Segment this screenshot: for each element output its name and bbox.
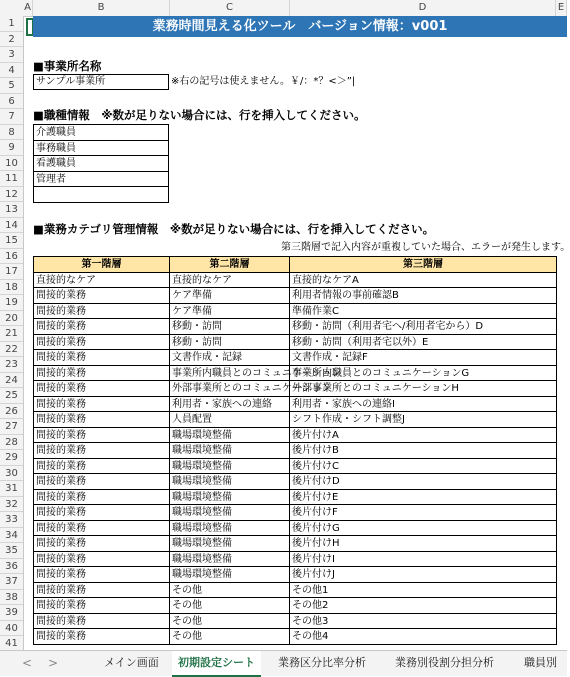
category-cell[interactable]: 移動・訪問 bbox=[169, 334, 290, 351]
category-cell[interactable]: その他 bbox=[169, 597, 290, 614]
category-cell[interactable]: その他3 bbox=[289, 613, 557, 630]
tab-next-button[interactable]: > bbox=[48, 656, 59, 670]
jobs-heading: ■職種情報 ※数が足りない場合には、行を挿入してください。 bbox=[33, 108, 366, 122]
category-cell[interactable]: 準備作業C bbox=[289, 303, 557, 320]
category-cell[interactable]: 間接的業務 bbox=[33, 582, 170, 599]
row-header[interactable]: 8 bbox=[0, 125, 23, 141]
categories-heading: ■業務カテゴリ管理情報 ※数が足りない場合には、行を挿入してください。 bbox=[33, 222, 435, 236]
row-header[interactable]: 38 bbox=[0, 590, 23, 606]
category-cell[interactable]: 外部事業所とのコミュニケーションH bbox=[289, 380, 557, 397]
job-item-cell[interactable] bbox=[33, 186, 169, 203]
category-cell[interactable]: 間接的業務 bbox=[33, 411, 170, 428]
category-cell[interactable]: 間接的業務 bbox=[33, 597, 170, 614]
category-cell[interactable]: 間接的業務 bbox=[33, 396, 170, 413]
column-header-d[interactable]: D bbox=[290, 0, 556, 16]
category-cell[interactable]: 後片付けD bbox=[289, 473, 557, 490]
category-cell[interactable]: 直接的なケア bbox=[33, 272, 170, 289]
category-cell[interactable]: 職場環境整備 bbox=[169, 473, 290, 490]
category-cell[interactable]: 間接的業務 bbox=[33, 504, 170, 521]
category-cell[interactable]: 事業所内職員とのコミュニケーション bbox=[169, 365, 290, 382]
office-heading: ■事業所名称 bbox=[33, 59, 102, 73]
category-cell[interactable]: 利用者・家族への連絡I bbox=[289, 396, 557, 413]
row-header[interactable]: 14 bbox=[0, 218, 23, 234]
category-cell[interactable]: 直接的なケアA bbox=[289, 272, 557, 289]
category-cell[interactable]: 間接的業務 bbox=[33, 628, 170, 645]
row-header[interactable]: 21 bbox=[0, 326, 23, 342]
row-header[interactable]: 32 bbox=[0, 497, 23, 513]
row-header[interactable]: 25 bbox=[0, 388, 23, 404]
job-item-cell[interactable]: 管理者 bbox=[33, 171, 169, 188]
sheet-tab[interactable]: 業務別役割分担分析 bbox=[395, 656, 494, 669]
category-cell[interactable]: 後片付けI bbox=[289, 551, 557, 568]
category-cell[interactable]: 間接的業務 bbox=[33, 566, 170, 583]
sheet-tab[interactable]: 初期設定シート bbox=[172, 651, 261, 677]
column-header-bar bbox=[0, 0, 567, 17]
row-header[interactable]: 28 bbox=[0, 435, 23, 451]
category-cell[interactable]: 後片付けC bbox=[289, 458, 557, 475]
worksheet-grid[interactable] bbox=[23, 16, 570, 650]
category-header-cell: 第一階層 bbox=[33, 256, 170, 273]
category-cell[interactable]: 間接的業務 bbox=[33, 551, 170, 568]
category-cell[interactable]: ケア準備 bbox=[169, 303, 290, 320]
row-header[interactable]: 17 bbox=[0, 264, 23, 280]
category-cell[interactable]: 間接的業務 bbox=[33, 473, 170, 490]
category-cell[interactable]: 移動・訪問（利用者宅以外）E bbox=[289, 334, 557, 351]
row-header[interactable]: 5 bbox=[0, 78, 23, 94]
category-cell[interactable]: 間接的業務 bbox=[33, 520, 170, 537]
column-header-b[interactable]: B bbox=[33, 0, 170, 16]
category-cell[interactable]: 移動・訪問（利用者宅へ/利用者宅から）D bbox=[289, 318, 557, 335]
row-header[interactable]: 31 bbox=[0, 481, 23, 497]
categories-note: 第三階層で記入内容が重複していた場合、エラーが発生します。 bbox=[281, 242, 570, 253]
row-header[interactable]: 11 bbox=[0, 171, 23, 187]
row-header[interactable]: 16 bbox=[0, 249, 23, 265]
category-cell[interactable]: 職場環境整備 bbox=[169, 427, 290, 444]
category-cell[interactable]: 職場環境整備 bbox=[169, 535, 290, 552]
column-header-a[interactable]: A bbox=[23, 0, 33, 16]
category-header-cell: 第二階層 bbox=[169, 256, 290, 273]
row-header[interactable]: 36 bbox=[0, 559, 23, 575]
row-header[interactable]: 15 bbox=[0, 233, 23, 249]
category-cell[interactable]: 後片付けA bbox=[289, 427, 557, 444]
row-header[interactable]: 10 bbox=[0, 156, 23, 172]
category-cell[interactable]: 文書作成・記録 bbox=[169, 349, 290, 366]
category-cell[interactable]: 間接的業務 bbox=[33, 458, 170, 475]
category-cell[interactable]: 後片付けH bbox=[289, 535, 557, 552]
row-header[interactable]: 3 bbox=[0, 47, 23, 63]
category-cell[interactable]: 間接的業務 bbox=[33, 365, 170, 382]
sheet-tab-bar bbox=[0, 650, 567, 676]
category-cell[interactable]: 間接的業務 bbox=[33, 613, 170, 630]
category-cell[interactable]: 後片付けB bbox=[289, 442, 557, 459]
column-header-e[interactable]: E bbox=[556, 0, 567, 16]
row-header[interactable]: 18 bbox=[0, 280, 23, 296]
category-cell[interactable]: 間接的業務 bbox=[33, 535, 170, 552]
category-cell[interactable]: 移動・訪問 bbox=[169, 318, 290, 335]
sheet-tab[interactable]: 業務区分比率分析 bbox=[278, 656, 366, 669]
row-header[interactable]: 40 bbox=[0, 621, 23, 637]
row-header[interactable]: 2 bbox=[0, 32, 23, 48]
row-header[interactable]: 34 bbox=[0, 528, 23, 544]
tab-prev-button[interactable]: < bbox=[22, 656, 33, 670]
category-cell[interactable]: その他2 bbox=[289, 597, 557, 614]
row-header[interactable]: 37 bbox=[0, 574, 23, 590]
category-cell[interactable]: 後片付けG bbox=[289, 520, 557, 537]
row-header[interactable]: 27 bbox=[0, 419, 23, 435]
category-cell[interactable]: 職場環境整備 bbox=[169, 489, 290, 506]
row-header[interactable]: 9 bbox=[0, 140, 23, 156]
category-cell[interactable]: 事業所内職員とのコミュニケーションG bbox=[289, 365, 557, 382]
category-cell[interactable]: その他 bbox=[169, 613, 290, 630]
category-cell[interactable]: 間接的業務 bbox=[33, 489, 170, 506]
row-header[interactable]: 23 bbox=[0, 357, 23, 373]
category-cell[interactable]: 間接的業務 bbox=[33, 287, 170, 304]
row-header[interactable]: 41 bbox=[0, 636, 23, 652]
category-cell[interactable]: 後片付けE bbox=[289, 489, 557, 506]
category-cell[interactable]: 間接的業務 bbox=[33, 318, 170, 335]
category-cell[interactable]: 外部事業所とのコミュニケーション bbox=[169, 380, 290, 397]
category-cell[interactable]: 文書作成・記録F bbox=[289, 349, 557, 366]
category-cell[interactable]: 間接的業務 bbox=[33, 442, 170, 459]
job-item-cell[interactable]: 事務職員 bbox=[33, 140, 169, 157]
category-cell[interactable]: その他 bbox=[169, 582, 290, 599]
category-cell[interactable]: 後片付けJ bbox=[289, 566, 557, 583]
office-note: ※右の記号は使えません。￥/：*？<＞”| bbox=[171, 76, 356, 87]
category-cell[interactable]: シフト作成・シフト調整J bbox=[289, 411, 557, 428]
row-header[interactable]: 35 bbox=[0, 543, 23, 559]
row-header[interactable]: 1 bbox=[0, 16, 23, 32]
category-cell[interactable]: 職場環境整備 bbox=[169, 520, 290, 537]
row-header[interactable]: 6 bbox=[0, 94, 23, 110]
category-cell[interactable]: 職場環境整備 bbox=[169, 458, 290, 475]
row-header[interactable]: 30 bbox=[0, 466, 23, 482]
row-header[interactable]: 19 bbox=[0, 295, 23, 311]
category-cell[interactable]: 直接的なケア bbox=[169, 272, 290, 289]
row-header[interactable]: 24 bbox=[0, 373, 23, 389]
category-cell[interactable]: 間接的業務 bbox=[33, 349, 170, 366]
category-cell[interactable]: 職場環境整備 bbox=[169, 566, 290, 583]
row-header[interactable]: 12 bbox=[0, 187, 23, 203]
category-cell[interactable]: 間接的業務 bbox=[33, 427, 170, 444]
row-header[interactable]: 4 bbox=[0, 63, 23, 79]
column-header-c[interactable]: C bbox=[170, 0, 290, 16]
category-header-cell: 第三階層 bbox=[289, 256, 557, 273]
category-cell[interactable]: ケア準備 bbox=[169, 287, 290, 304]
category-cell[interactable]: 後片付けF bbox=[289, 504, 557, 521]
category-cell[interactable]: その他1 bbox=[289, 582, 557, 599]
row-header[interactable]: 33 bbox=[0, 512, 23, 528]
category-cell[interactable]: 間接的業務 bbox=[33, 334, 170, 351]
category-cell[interactable]: 間接的業務 bbox=[33, 303, 170, 320]
job-item-cell[interactable]: 看護職員 bbox=[33, 155, 169, 172]
category-cell[interactable]: 利用者情報の事前確認B bbox=[289, 287, 557, 304]
row-header[interactable]: 29 bbox=[0, 450, 23, 466]
row-header[interactable]: 20 bbox=[0, 311, 23, 327]
sheet-tab[interactable]: 職員別 bbox=[524, 656, 557, 669]
job-item-cell[interactable]: 介護職員 bbox=[33, 124, 169, 141]
category-cell[interactable]: 職場環境整備 bbox=[169, 504, 290, 521]
row-header-bar bbox=[0, 16, 24, 650]
title-banner: 業務時間見える化ツール バージョン情報：v001 bbox=[33, 16, 567, 37]
row-header[interactable]: 22 bbox=[0, 342, 23, 358]
row-header[interactable]: 26 bbox=[0, 404, 23, 420]
category-cell[interactable]: 利用者・家族への連絡 bbox=[169, 396, 290, 413]
category-cell[interactable]: その他 bbox=[169, 628, 290, 645]
category-cell[interactable]: 職場環境整備 bbox=[169, 551, 290, 568]
row-header[interactable]: 39 bbox=[0, 605, 23, 621]
category-cell[interactable]: 間接的業務 bbox=[33, 380, 170, 397]
row-header[interactable]: 7 bbox=[0, 109, 23, 125]
row-header[interactable]: 13 bbox=[0, 202, 23, 218]
category-cell[interactable]: 人員配置 bbox=[169, 411, 290, 428]
category-cell[interactable]: その他4 bbox=[289, 628, 557, 645]
office-name-cell[interactable]: サンプル事業所 bbox=[33, 74, 169, 90]
sheet-tab[interactable]: メイン画面 bbox=[104, 656, 159, 669]
category-cell[interactable]: 職場環境整備 bbox=[169, 442, 290, 459]
